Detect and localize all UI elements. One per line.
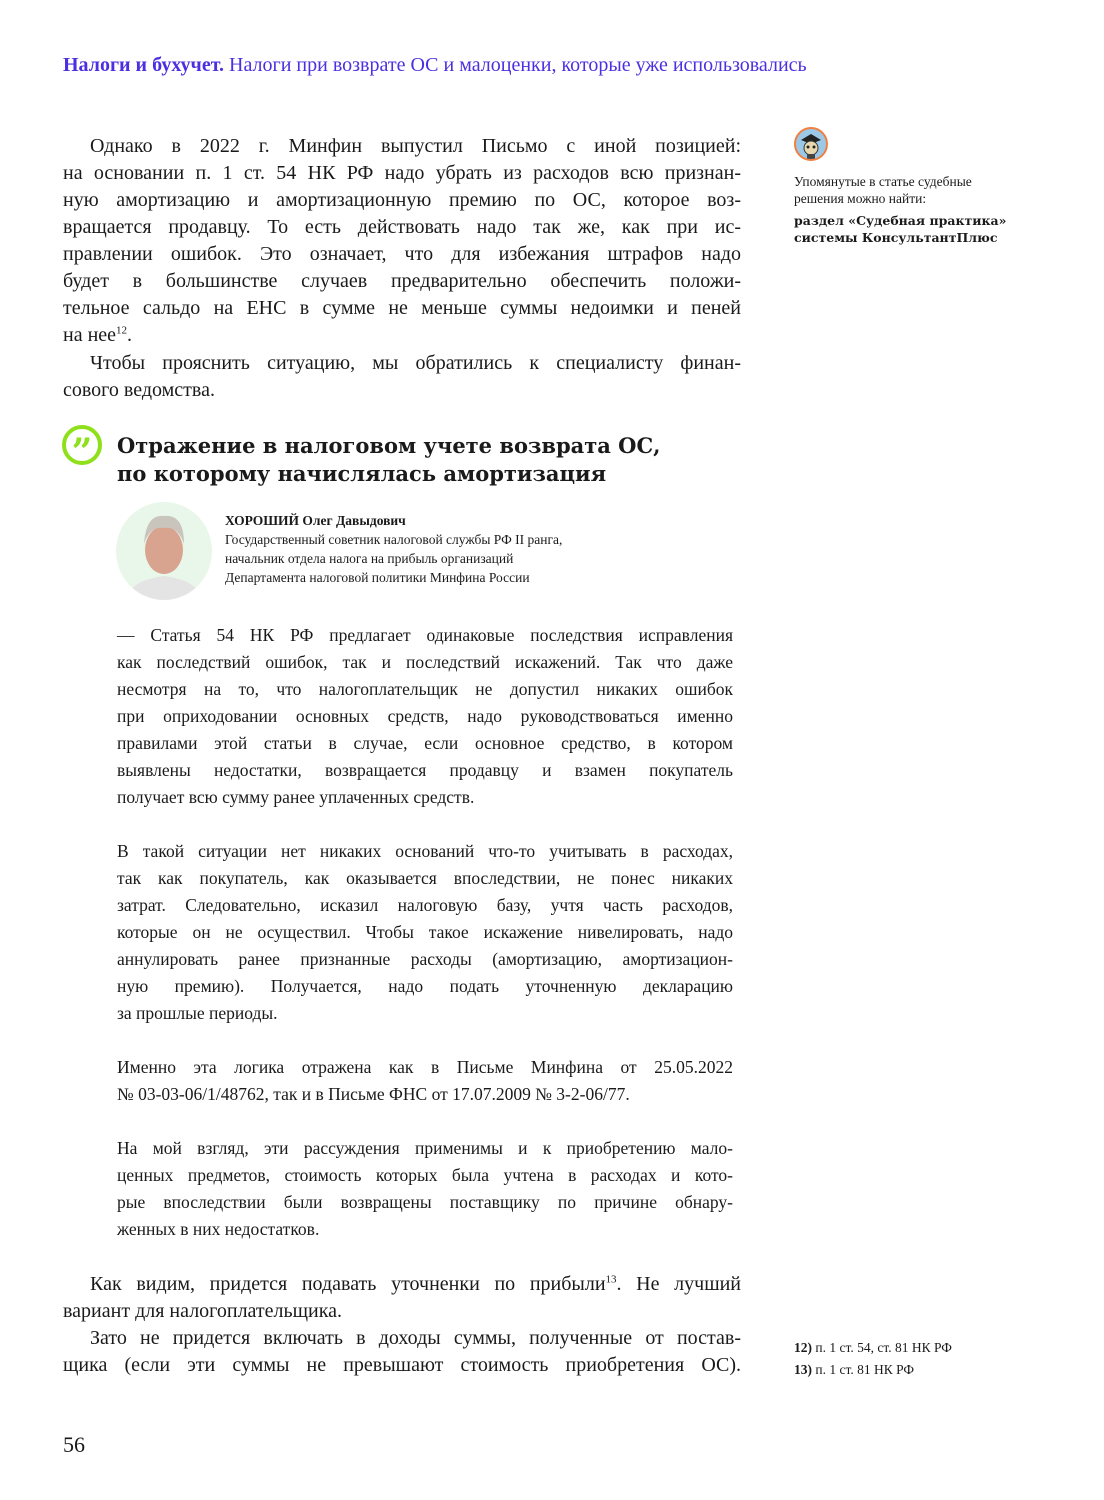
quote-paragraph-4 — [117, 1135, 733, 1243]
text-line: по которому начислялась амортизация — [117, 461, 607, 486]
text-line: правлении ошибок. Это означает, что для избежания штрафов надо — [63, 243, 741, 265]
text-line: рые впоследствии были возвращены поставщику по причине обнару- — [117, 1192, 733, 1212]
text: . Не лучший — [616, 1273, 741, 1295]
quote-title — [117, 432, 661, 488]
text-line: будет в большинстве случаев предварительно обеспечить положи- — [63, 270, 741, 292]
text-line: так как покупатель, как оказывается впоследствии, не понес никаких — [117, 868, 733, 888]
text-line: Зато не придется включать в доходы суммы, полученные от постав- — [90, 1327, 741, 1349]
text-line: начальник отдела налога на прибыль организаций — [225, 551, 514, 566]
text-line: при оприходовании основных средств, надо руководствоваться именно — [117, 706, 733, 726]
expert-info — [225, 511, 562, 587]
text-line — [63, 322, 741, 349]
quote-paragraph-1 — [117, 622, 733, 811]
page-number: 56 — [63, 1432, 85, 1457]
quote-icon: ” — [62, 425, 102, 465]
footnote-ref-12[interactable]: 12 — [116, 324, 128, 337]
text-line: ную амортизацию и амортизационную премию по ОС, которое воз- — [63, 189, 741, 211]
text-line: получает всю сумму ранее уплаченных средств. — [117, 787, 475, 807]
article-title: Налоги при возврате ОС и малоценки, которые уже использовались — [229, 54, 807, 76]
running-header — [63, 54, 807, 77]
text-line: вариант для налогоплательщика. — [63, 1300, 343, 1322]
text: Как видим, придется подавать уточненки по прибыли — [90, 1273, 606, 1295]
text-line: затрат. Следовательно, исказил налоговую базу, учтя часть расходов, — [117, 895, 733, 915]
section-name: Налоги и бухучет. — [63, 54, 225, 76]
text-line: ценных предметов, стоимость которых была учтена в расходах и кото- — [117, 1165, 733, 1185]
text-line: аннулировать ранее признанные расходы (амортизацию, амортизацион- — [117, 949, 733, 969]
quote-paragraph-3 — [117, 1054, 733, 1108]
text-line: тельное сальдо на ЕНС в сумме не меньше суммы недоимки и пеней — [63, 297, 741, 319]
text-line: ную премию). Получается, надо подать уточненную декларацию — [117, 976, 733, 996]
text-line: за прошлые периоды. — [117, 1003, 278, 1023]
text-line: Чтобы прояснить ситуацию, мы обратились к специалисту финан- — [90, 352, 741, 374]
footnote-ref-13[interactable]: 13 — [605, 1273, 617, 1286]
footnote-text: п. 1 ст. 81 НК РФ — [815, 1362, 915, 1377]
text-line: правилами этой статьи в случае, если основное средство, в котором — [117, 733, 733, 753]
footnote-12 — [794, 1337, 1024, 1359]
text-line — [63, 1271, 741, 1298]
footnote-number: 12) — [794, 1340, 812, 1355]
text-line: вращается продавцу. То есть действовать надо так же, как при ис- — [63, 216, 741, 238]
footnotes — [794, 1337, 1024, 1381]
quote-paragraph-2 — [117, 838, 733, 1027]
consultant-avatar-icon — [794, 127, 828, 161]
sidebar-note: Упомянутые в статье судебные решения можно найти: — [794, 174, 972, 206]
expert-name: ХОРОШИЙ Олег Давыдович — [225, 513, 406, 528]
text: . — [127, 324, 133, 346]
text-line: сового ведомства. — [63, 379, 215, 401]
footnote-13 — [794, 1359, 1024, 1381]
text: на нее — [63, 324, 117, 346]
text-line: на основании п. 1 ст. 54 НК РФ надо убрать из расходов всю признан- — [63, 162, 741, 184]
outro-paragraph-1 — [63, 1271, 741, 1325]
intro-paragraph-2 — [63, 350, 741, 404]
text-line: которые он не осуществил. Чтобы такое искажение нивелировать, надо — [117, 922, 733, 942]
text-line: № 03-03-06/1/48762, так и в Письме ФНС от 17.07.2009 № 3-2-06/77. — [117, 1084, 630, 1104]
text-line: — Статья 54 НК РФ предлагает одинаковые последствия исправления — [117, 625, 733, 645]
sidebar-link[interactable]: раздел «Судебная практика» системы КонсультантПлюс — [794, 213, 1007, 245]
text-line: Департамента налоговой политики Минфина России — [225, 570, 530, 585]
text-line: В такой ситуации нет никаких оснований что-то учитывать в расходах, — [117, 841, 733, 861]
text-line: как последствий ошибок, так и последствий искажений. Так что даже — [117, 652, 733, 672]
text-line: Однако в 2022 г. Минфин выпустил Письмо с иной позицией: — [90, 135, 741, 157]
expert-photo — [116, 502, 212, 600]
text-line: женных в них недостатков. — [117, 1219, 320, 1239]
text-line: несмотря на то, что налогоплательщик не допустил никаких ошибок — [117, 679, 733, 699]
intro-paragraph-1 — [63, 133, 741, 349]
text-line: Отражение в налоговом учете возврата ОС, — [117, 433, 661, 458]
text-line: щика (если эти суммы не превышают стоимость приобретения ОС). — [63, 1354, 741, 1376]
outro-paragraph-2 — [63, 1325, 741, 1379]
text-line: На мой взгляд, эти рассуждения применимы и к приобретению мало- — [117, 1138, 733, 1158]
footnote-text: п. 1 ст. 54, ст. 81 НК РФ — [815, 1340, 952, 1355]
footnote-number: 13) — [794, 1362, 812, 1377]
text-line: Государственный советник налоговой службы РФ II ранга, — [225, 532, 563, 547]
text-line: Именно эта логика отражена как в Письме Минфина от 25.05.2022 — [117, 1057, 733, 1077]
text-line: выявлены недостатки, возвращается продавцу и взамен покупатель — [117, 760, 733, 780]
